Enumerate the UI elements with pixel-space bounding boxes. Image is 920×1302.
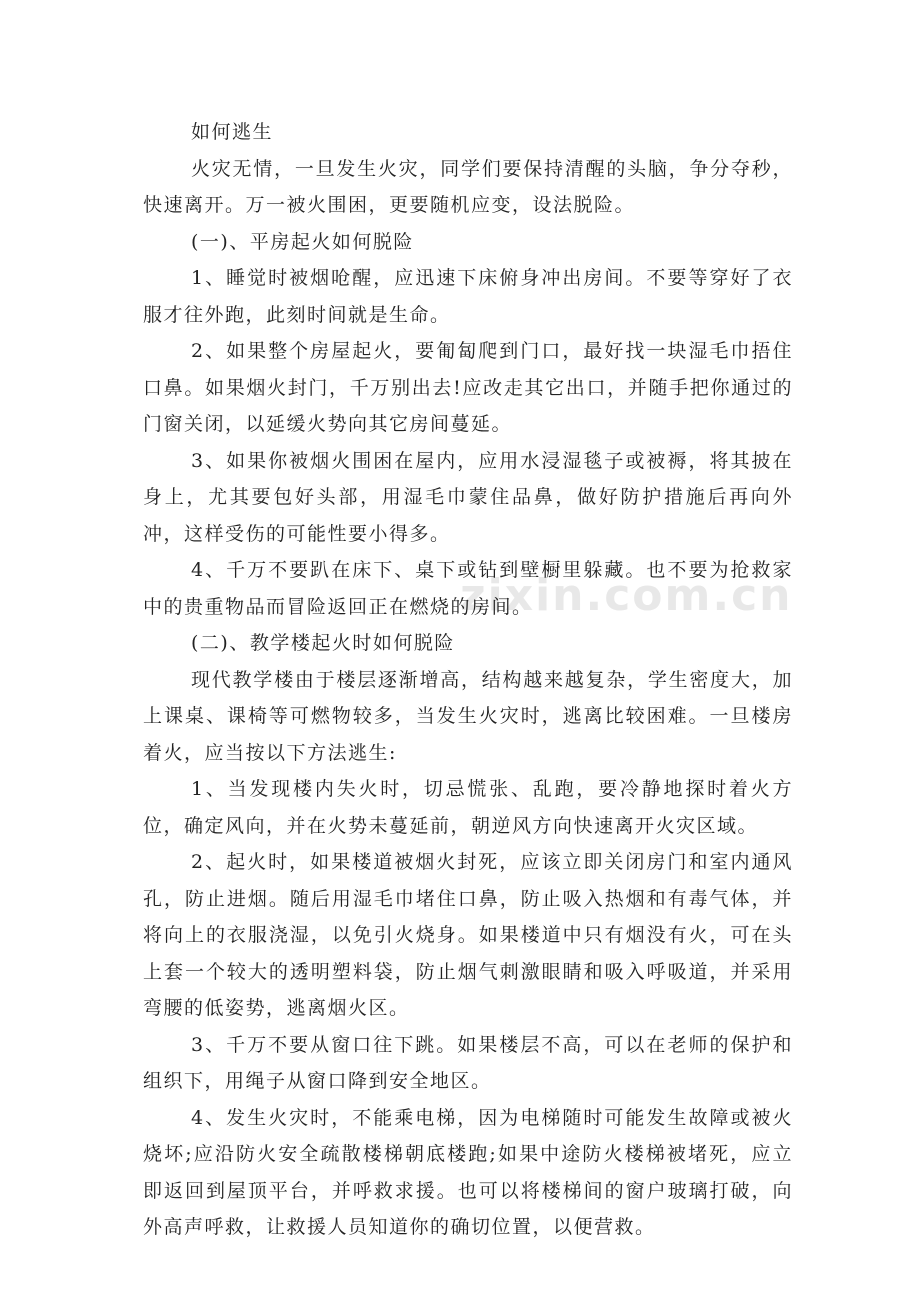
paragraph-2-1: 1、当发现楼内失火时，切忌慌张、乱跑，要冷静地探时着火方位，确定风向，并在火势未蔓延前，朝逆风方向快速离开火灾区域。 [143, 778, 793, 837]
paragraph-1-3: 3、如果你被烟火围困在屋内，应用水浸湿毯子或被褥，将其披在身上，尤其要包好头部，用湿毛巾蒙住品鼻，做好防护措施后再向外冲，这样受伤的可能性要小得多。 [143, 449, 793, 545]
paragraph-2-2: 2、起火时，如果楼道被烟火封死，应该立即关闭房门和室内通风孔，防止进烟。随后用湿毛巾堵住口鼻，防止吸入热烟和有毒气体，并将向上的衣服浇湿，以免引火烧身。如果楼道中只有烟没有火，可在头上套一个较大的透明塑料袋，防止烟气刺激眼睛和吸入呼吸道，并采用弯腰的低姿势，逃离烟火区。 [143, 851, 793, 1019]
document-body [143, 114, 793, 1246]
paragraph-1-4: 4、千万不要趴在床下、桌下或钻到壁橱里躲藏。也不要为抢救家中的贵重物品而冒险返回正在燃烧的房间。 [143, 559, 793, 618]
section-heading-2: (二)、教学楼起火时如何脱险 [191, 632, 455, 654]
watermark-text: zixin.com.cn [460, 570, 793, 621]
paragraph-2-4: 4、发生火灾时，不能乘电梯，因为电梯随时可能发生故障或被火烧坏;应沿防火安全疏散楼梯朝底楼跑;如果中途防火楼梯被堵死，应立即返回到屋顶平台，并呼救求援。也可以将楼梯间的窗户玻璃打破，向外高声呼救，让救援人员知道你的确切位置，以便营救。 [143, 1106, 793, 1238]
section-heading-1: (一)、平房起火如何脱险 [191, 230, 414, 253]
document-title: 如何逃生 [191, 121, 274, 143]
paragraph-2-intro: 现代教学楼由于楼层逐渐增高，结构越来越复杂，学生密度大，加上课桌、课椅等可燃物较多，当发生火灾时，逃离比较困难。一旦楼房着火，应当按以下方法逃生: [143, 668, 793, 764]
paragraph-1-1: 1、睡觉时被烟呛醒，应迅速下床俯身冲出房间。不要等穿好了衣服才往外跑，此刻时间就是生命。 [143, 267, 793, 326]
paragraph-2-3: 3、千万不要从窗口往下跳。如果楼层不高，可以在老师的保护和组织下，用绳子从窗口降到安全地区。 [143, 1033, 793, 1092]
paragraph-1-2: 2、如果整个房屋起火，要匍匐爬到门口，最好找一块湿毛巾捂住口鼻。如果烟火封门，千万别出去!应改走其它出口，并随手把你通过的门窗关闭，以延缓火势向其它房间蔓延。 [143, 340, 793, 435]
paragraph-intro: 火灾无情，一旦发生火灾，同学们要保持清醒的头脑，争分夺秒，快速离开。万一被火围困，更要随机应变，设法脱险。 [143, 157, 793, 216]
